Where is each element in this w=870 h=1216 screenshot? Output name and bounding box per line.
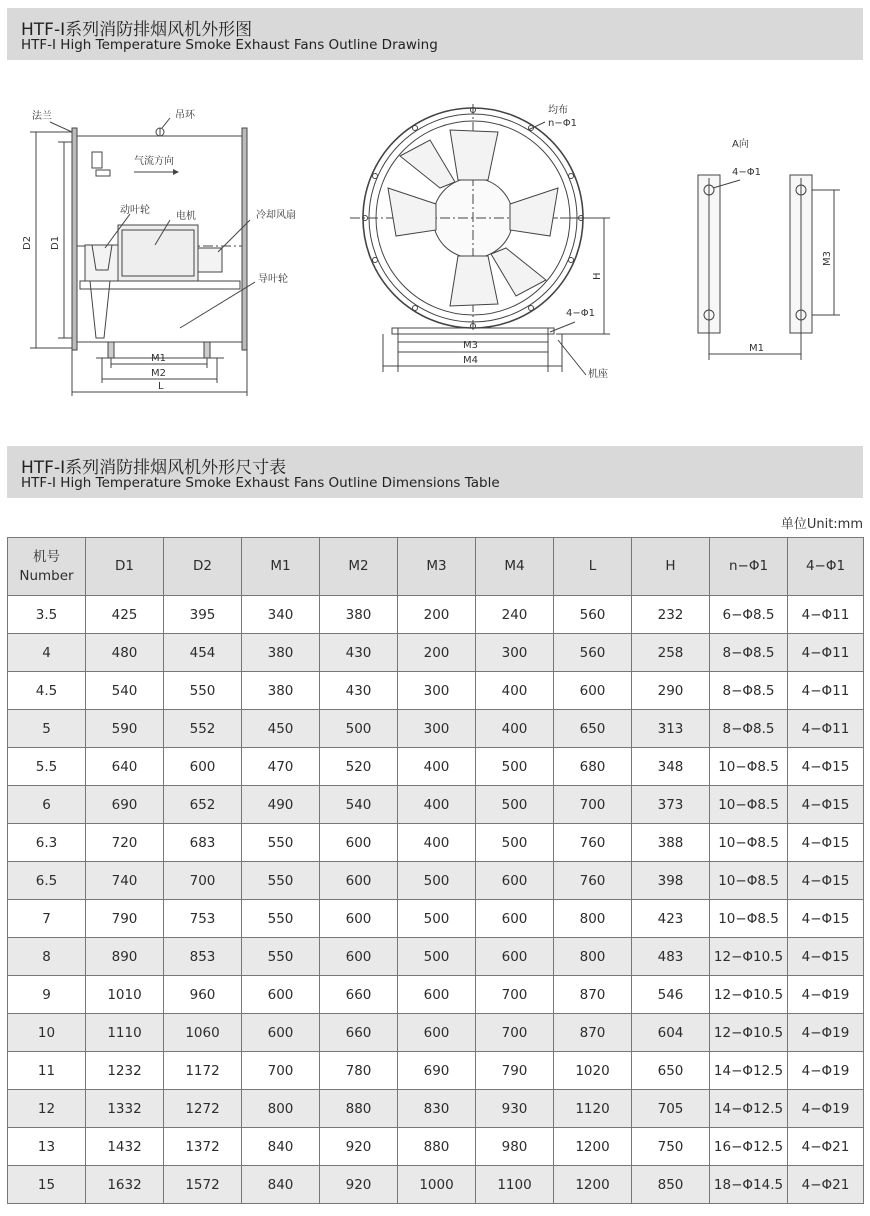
- table-cell: 300: [476, 634, 554, 672]
- table-cell: 1232: [86, 1052, 164, 1090]
- table-cell: 760: [554, 862, 632, 900]
- table-cell: 14−Φ12.5: [710, 1090, 788, 1128]
- table-cell: 313: [632, 710, 710, 748]
- table-cell: 12−Φ10.5: [710, 1014, 788, 1052]
- column-header: n−Φ1: [710, 538, 788, 596]
- m1-label: M1: [151, 353, 166, 364]
- table-cell: 550: [242, 900, 320, 938]
- table-cell: 400: [398, 786, 476, 824]
- table-row: [8, 1128, 864, 1166]
- table-cell: 853: [164, 938, 242, 976]
- table-cell: 258: [632, 634, 710, 672]
- drawing-title-band: [7, 8, 863, 60]
- table-cell: 880: [320, 1090, 398, 1128]
- table-cell: 12−Φ10.5: [710, 938, 788, 976]
- column-header: M4: [476, 538, 554, 596]
- table-cell: 1432: [86, 1128, 164, 1166]
- column-header: M1: [242, 538, 320, 596]
- table-cell: 600: [320, 862, 398, 900]
- table-cell: 9: [8, 976, 86, 1014]
- table-cell: 550: [242, 824, 320, 862]
- table-cell: 395: [164, 596, 242, 634]
- table-cell: 13: [8, 1128, 86, 1166]
- table-cell: 240: [476, 596, 554, 634]
- table-cell: 760: [554, 824, 632, 862]
- table-cell: 600: [476, 900, 554, 938]
- table-row: [8, 938, 864, 976]
- table-cell: 560: [554, 596, 632, 634]
- table-row: [8, 900, 864, 938]
- m3-label: M3: [463, 340, 478, 351]
- table-cell: 380: [242, 672, 320, 710]
- table-cell: 1200: [554, 1128, 632, 1166]
- table-cell: 560: [554, 634, 632, 672]
- table-body: [8, 596, 864, 1204]
- table-cell: 546: [632, 976, 710, 1014]
- table-cell: 10−Φ8.5: [710, 862, 788, 900]
- table-cell: 500: [320, 710, 398, 748]
- table-cell: 1632: [86, 1166, 164, 1204]
- table-row: [8, 976, 864, 1014]
- table-row: [8, 862, 864, 900]
- table-cell: 388: [632, 824, 710, 862]
- table-cell: 660: [320, 1014, 398, 1052]
- table-cell: 300: [398, 710, 476, 748]
- d2-label: D2: [22, 235, 33, 250]
- table-cell: 380: [242, 634, 320, 672]
- table-row: [8, 824, 864, 862]
- table-cell: 550: [242, 938, 320, 976]
- table-row: [8, 786, 864, 824]
- table-cell: 4.5: [8, 672, 86, 710]
- table-cell: 4−Φ15: [788, 900, 864, 938]
- a-view-m1-label: M1: [749, 343, 764, 354]
- table-cell: 300: [398, 672, 476, 710]
- table-cell: 850: [632, 1166, 710, 1204]
- table-cell: 450: [242, 710, 320, 748]
- table-cell: 4−Φ11: [788, 672, 864, 710]
- table-cell: 500: [398, 938, 476, 976]
- table-cell: 4−Φ15: [788, 786, 864, 824]
- table-cell: 400: [476, 672, 554, 710]
- table-cell: 1332: [86, 1090, 164, 1128]
- table-cell: 600: [320, 938, 398, 976]
- table-cell: 700: [164, 862, 242, 900]
- table-cell: 753: [164, 900, 242, 938]
- table-cell: 720: [86, 824, 164, 862]
- table-cell: 1172: [164, 1052, 242, 1090]
- table-cell: 18−Φ14.5: [710, 1166, 788, 1204]
- table-cell: 232: [632, 596, 710, 634]
- table-cell: 5: [8, 710, 86, 748]
- column-header: L: [554, 538, 632, 596]
- table-title-band: [7, 446, 863, 498]
- lifting-ring-label: 吊环: [175, 110, 195, 121]
- flange-label: 法兰: [32, 111, 52, 122]
- table-cell: 400: [398, 748, 476, 786]
- drawing-title-cn: HTF-Ⅰ系列消防排烟风机外形图: [21, 20, 253, 40]
- table-cell: 680: [554, 748, 632, 786]
- table-cell: 604: [632, 1014, 710, 1052]
- table-cell: 1120: [554, 1090, 632, 1128]
- table-cell: 4−Φ19: [788, 1014, 864, 1052]
- table-cell: 398: [632, 862, 710, 900]
- table-cell: 780: [320, 1052, 398, 1090]
- table-cell: 12−Φ10.5: [710, 976, 788, 1014]
- table-cell: 4−Φ21: [788, 1128, 864, 1166]
- table-cell: 650: [554, 710, 632, 748]
- table-cell: 800: [554, 900, 632, 938]
- table-cell: 4−Φ19: [788, 976, 864, 1014]
- dimensions-table: [7, 537, 864, 1204]
- table-cell: 500: [476, 824, 554, 862]
- table-cell: 1010: [86, 976, 164, 1014]
- table-cell: 1372: [164, 1128, 242, 1166]
- table-cell: 200: [398, 634, 476, 672]
- table-cell: 640: [86, 748, 164, 786]
- table-cell: 790: [86, 900, 164, 938]
- impeller-label: 动叶轮: [120, 205, 150, 216]
- table-title-cn: HTF-Ⅰ系列消防排烟风机外形尺寸表: [21, 458, 287, 478]
- a-view-title: A向: [732, 139, 749, 150]
- table-cell: 373: [632, 786, 710, 824]
- table-row: [8, 748, 864, 786]
- table-cell: 600: [164, 748, 242, 786]
- table-cell: 10−Φ8.5: [710, 824, 788, 862]
- table-cell: 960: [164, 976, 242, 1014]
- table-cell: 10−Φ8.5: [710, 786, 788, 824]
- table-row: [8, 1014, 864, 1052]
- table-cell: 14−Φ12.5: [710, 1052, 788, 1090]
- table-cell: 4−Φ15: [788, 938, 864, 976]
- table-cell: 4−Φ15: [788, 824, 864, 862]
- table-cell: 430: [320, 634, 398, 672]
- table-cell: 1060: [164, 1014, 242, 1052]
- table-cell: 348: [632, 748, 710, 786]
- table-cell: 16−Φ12.5: [710, 1128, 788, 1166]
- table-cell: 380: [320, 596, 398, 634]
- outline-drawing: [0, 70, 870, 410]
- table-cell: 840: [242, 1166, 320, 1204]
- table-cell: 690: [86, 786, 164, 824]
- table-cell: 800: [242, 1090, 320, 1128]
- table-cell: 6.3: [8, 824, 86, 862]
- table-cell: 1200: [554, 1166, 632, 1204]
- table-cell: 290: [632, 672, 710, 710]
- table-cell: 1572: [164, 1166, 242, 1204]
- table-cell: 1272: [164, 1090, 242, 1128]
- table-cell: 12: [8, 1090, 86, 1128]
- table-cell: 705: [632, 1090, 710, 1128]
- table-cell: 600: [398, 1014, 476, 1052]
- table-cell: 500: [398, 900, 476, 938]
- table-cell: 700: [476, 976, 554, 1014]
- table-cell: 840: [242, 1128, 320, 1166]
- table-cell: 4−Φ19: [788, 1090, 864, 1128]
- table-cell: 690: [398, 1052, 476, 1090]
- table-row: [8, 1090, 864, 1128]
- table-cell: 540: [320, 786, 398, 824]
- table-cell: 520: [320, 748, 398, 786]
- table-cell: 652: [164, 786, 242, 824]
- table-cell: 490: [242, 786, 320, 824]
- table-row: [8, 1166, 864, 1204]
- h-label: H: [592, 272, 603, 280]
- table-cell: 1000: [398, 1166, 476, 1204]
- table-cell: 880: [398, 1128, 476, 1166]
- table-row: [8, 672, 864, 710]
- table-cell: 430: [320, 672, 398, 710]
- a-view-m3-label: M3: [822, 251, 833, 266]
- table-cell: 550: [164, 672, 242, 710]
- table-cell: 10: [8, 1014, 86, 1052]
- table-cell: 6: [8, 786, 86, 824]
- table-cell: 930: [476, 1090, 554, 1128]
- table-cell: 500: [398, 862, 476, 900]
- table-cell: 4−Φ11: [788, 634, 864, 672]
- table-cell: 483: [632, 938, 710, 976]
- d1-label: D1: [50, 235, 61, 250]
- n-phi1-label: n−Φ1: [548, 118, 577, 129]
- table-cell: 6.5: [8, 862, 86, 900]
- table-cell: 1020: [554, 1052, 632, 1090]
- table-cell: 1100: [476, 1166, 554, 1204]
- l-label: L: [158, 381, 164, 392]
- m2-label: M2: [151, 368, 166, 379]
- table-cell: 8−Φ8.5: [710, 710, 788, 748]
- table-cell: 480: [86, 634, 164, 672]
- table-cell: 830: [398, 1090, 476, 1128]
- table-cell: 5.5: [8, 748, 86, 786]
- column-header: D1: [86, 538, 164, 596]
- table-cell: 600: [476, 862, 554, 900]
- table-cell: 3.5: [8, 596, 86, 634]
- table-cell: 4−Φ15: [788, 748, 864, 786]
- airflow-label: 气流方向: [134, 156, 174, 167]
- base-holes-label: 4−Φ1: [566, 308, 595, 319]
- guide-vane-label: 导叶轮: [258, 274, 288, 285]
- table-cell: 870: [554, 976, 632, 1014]
- table-cell: 500: [476, 786, 554, 824]
- column-header: M2: [320, 538, 398, 596]
- table-cell: 790: [476, 1052, 554, 1090]
- table-cell: 8−Φ8.5: [710, 672, 788, 710]
- table-cell: 920: [320, 1128, 398, 1166]
- table-cell: 700: [554, 786, 632, 824]
- table-cell: 423: [632, 900, 710, 938]
- table-cell: 550: [242, 862, 320, 900]
- table-header-row: [8, 538, 864, 596]
- table-cell: 800: [554, 938, 632, 976]
- table-cell: 600: [242, 1014, 320, 1052]
- m4-label: M4: [463, 355, 478, 366]
- table-cell: 340: [242, 596, 320, 634]
- table-cell: 660: [320, 976, 398, 1014]
- table-cell: 870: [554, 1014, 632, 1052]
- front-view: [350, 104, 610, 375]
- table-cell: 4: [8, 634, 86, 672]
- unit-label: 单位Unit:mm: [780, 517, 863, 532]
- table-cell: 4−Φ15: [788, 862, 864, 900]
- even-distribution-label: 均布: [548, 105, 568, 116]
- table-cell: 425: [86, 596, 164, 634]
- table-cell: 4−Φ21: [788, 1166, 864, 1204]
- table-cell: 600: [320, 824, 398, 862]
- table-cell: 700: [242, 1052, 320, 1090]
- table-cell: 920: [320, 1166, 398, 1204]
- column-header: H: [632, 538, 710, 596]
- table-cell: 600: [242, 976, 320, 1014]
- table-cell: 600: [398, 976, 476, 1014]
- drawing-title-en: HTF-Ⅰ High Temperature Smoke Exhaust Fans Outline Drawing: [21, 37, 438, 53]
- table-cell: 4−Φ11: [788, 596, 864, 634]
- table-cell: 600: [476, 938, 554, 976]
- motor-label: 电机: [176, 211, 196, 222]
- table-row: [8, 1052, 864, 1090]
- table-cell: 400: [398, 824, 476, 862]
- table-cell: 650: [632, 1052, 710, 1090]
- table-cell: 400: [476, 710, 554, 748]
- table-cell: 740: [86, 862, 164, 900]
- table-cell: 10−Φ8.5: [710, 748, 788, 786]
- column-header: D2: [164, 538, 242, 596]
- table-cell: 980: [476, 1128, 554, 1166]
- column-header: 机号 Number: [8, 538, 86, 596]
- table-cell: 6−Φ8.5: [710, 596, 788, 634]
- base-label: 机座: [588, 369, 608, 380]
- table-cell: 15: [8, 1166, 86, 1204]
- table-row: [8, 634, 864, 672]
- table-cell: 750: [632, 1128, 710, 1166]
- table-cell: 454: [164, 634, 242, 672]
- a-view-holes-label: 4−Φ1: [732, 167, 761, 178]
- table-cell: 1110: [86, 1014, 164, 1052]
- table-cell: 200: [398, 596, 476, 634]
- table-row: [8, 596, 864, 634]
- table-cell: 890: [86, 938, 164, 976]
- a-view: [698, 175, 840, 360]
- table-cell: 8: [8, 938, 86, 976]
- table-cell: 590: [86, 710, 164, 748]
- table-cell: 700: [476, 1014, 554, 1052]
- table-cell: 683: [164, 824, 242, 862]
- table-cell: 7: [8, 900, 86, 938]
- table-title-en: HTF-Ⅰ High Temperature Smoke Exhaust Fans Outline Dimensions Table: [21, 475, 500, 491]
- table-cell: 8−Φ8.5: [710, 634, 788, 672]
- column-header: M3: [398, 538, 476, 596]
- table-cell: 600: [554, 672, 632, 710]
- column-header: 4−Φ1: [788, 538, 864, 596]
- table-cell: 470: [242, 748, 320, 786]
- table-cell: 500: [476, 748, 554, 786]
- cooling-fan-label: 冷却风扇: [256, 210, 296, 221]
- table-cell: 10−Φ8.5: [710, 900, 788, 938]
- table-cell: 11: [8, 1052, 86, 1090]
- table-cell: 4−Φ19: [788, 1052, 864, 1090]
- table-cell: 600: [320, 900, 398, 938]
- table-cell: 552: [164, 710, 242, 748]
- table-row: [8, 710, 864, 748]
- table-cell: 4−Φ11: [788, 710, 864, 748]
- table-cell: 540: [86, 672, 164, 710]
